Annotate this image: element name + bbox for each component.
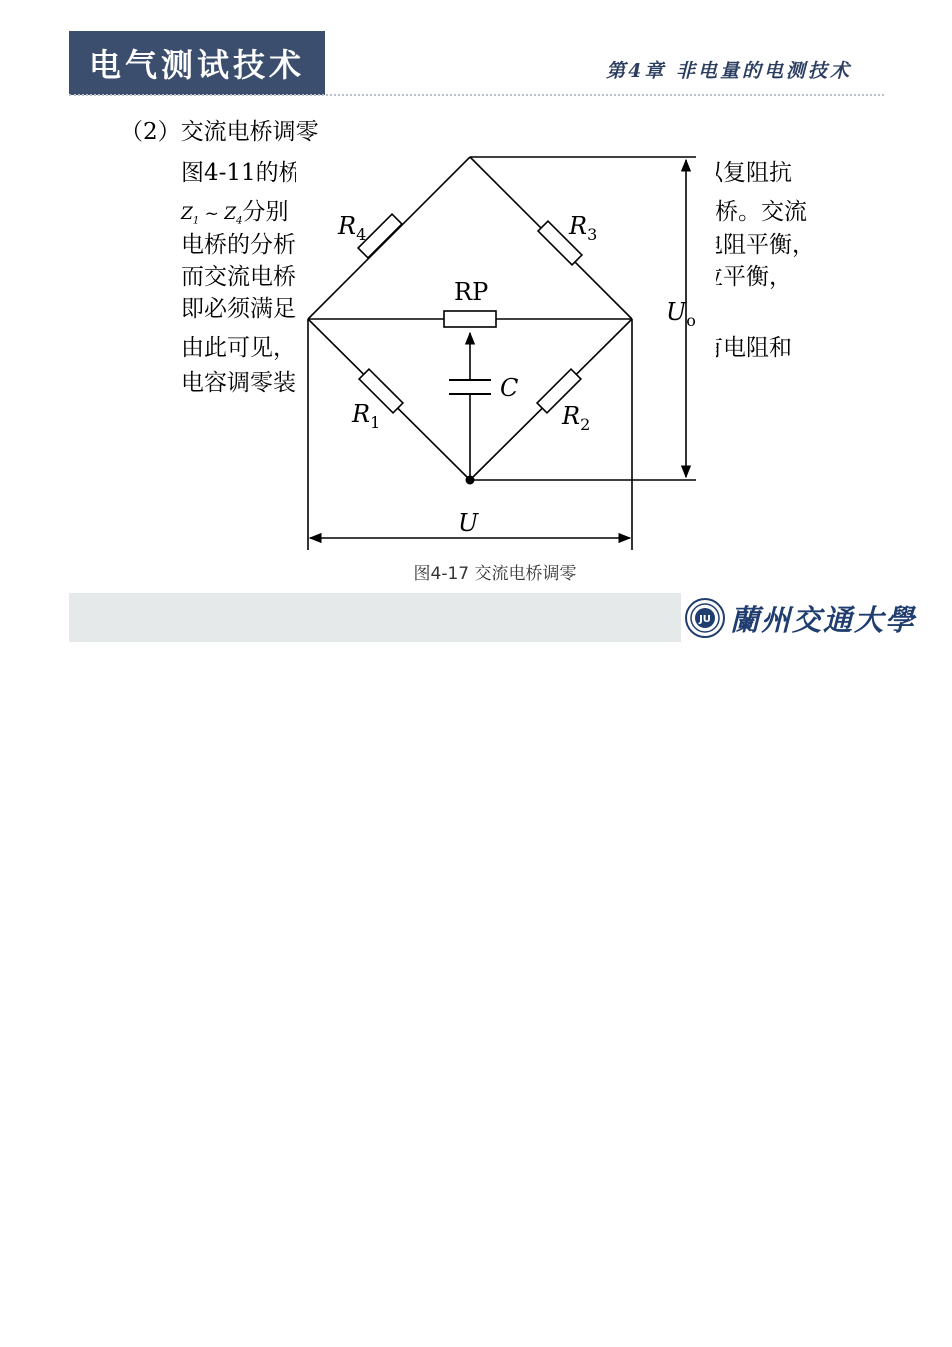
text-line-5-left: 即必须满足 [181, 296, 296, 322]
label-r1: $R_1$ [352, 400, 381, 432]
z4-symbol: $Z_4$ [224, 204, 243, 227]
z1-symbol: $Z_1$ [181, 204, 200, 227]
tilde-symbol: ~ [199, 204, 225, 224]
label-rp: RP [454, 278, 489, 306]
potentiometer-rp [444, 311, 496, 327]
section-heading: （2）交流电桥调零 [120, 119, 319, 145]
svg-text:JU: JU [699, 614, 711, 625]
label-r2: $R_2$ [562, 402, 591, 434]
bridge-circuit-diagram [296, 148, 716, 558]
label-r3: $R_3$ [569, 212, 598, 244]
text-line-2-left-word: 分别 [242, 199, 289, 225]
text-line-1-left: 图4-11的桥 [181, 160, 302, 186]
text-line-6-right: 有电阻和 [700, 335, 792, 361]
text-line-2-left [181, 193, 288, 226]
course-title-box [69, 31, 325, 95]
university-name: 蘭州交通大學 [730, 602, 917, 637]
label-r4: $R_4$ [338, 212, 367, 244]
course-title: 电气测试技术 [88, 46, 305, 84]
text-line-3-right: 电阻平衡， [700, 232, 815, 258]
university-logo [684, 597, 916, 639]
footer-bar [69, 593, 681, 642]
label-u: U [458, 509, 479, 537]
text-line-7-left: 电容调零装 [181, 370, 296, 396]
chapter-title: 第4章 非电量的电测技术 [606, 60, 852, 82]
text-line-6-left: 由此可见， [181, 335, 296, 361]
header-divider [69, 94, 884, 96]
junction-node [466, 476, 475, 485]
label-uo: $U_o$ [666, 298, 696, 330]
text-line-2-right: 电桥。交流 [692, 199, 807, 225]
text-line-3-left: 电桥的分析 [181, 232, 296, 258]
text-line-1-right: 以复阻抗 [700, 160, 792, 186]
university-seal-icon [684, 597, 726, 639]
text-line-4-right: 位平衡， [700, 264, 792, 290]
text-line-4-left: 而交流电桥 [181, 264, 296, 290]
figure-caption: 图4-17 交流电桥调零 [413, 564, 577, 584]
label-c: C [500, 374, 519, 402]
